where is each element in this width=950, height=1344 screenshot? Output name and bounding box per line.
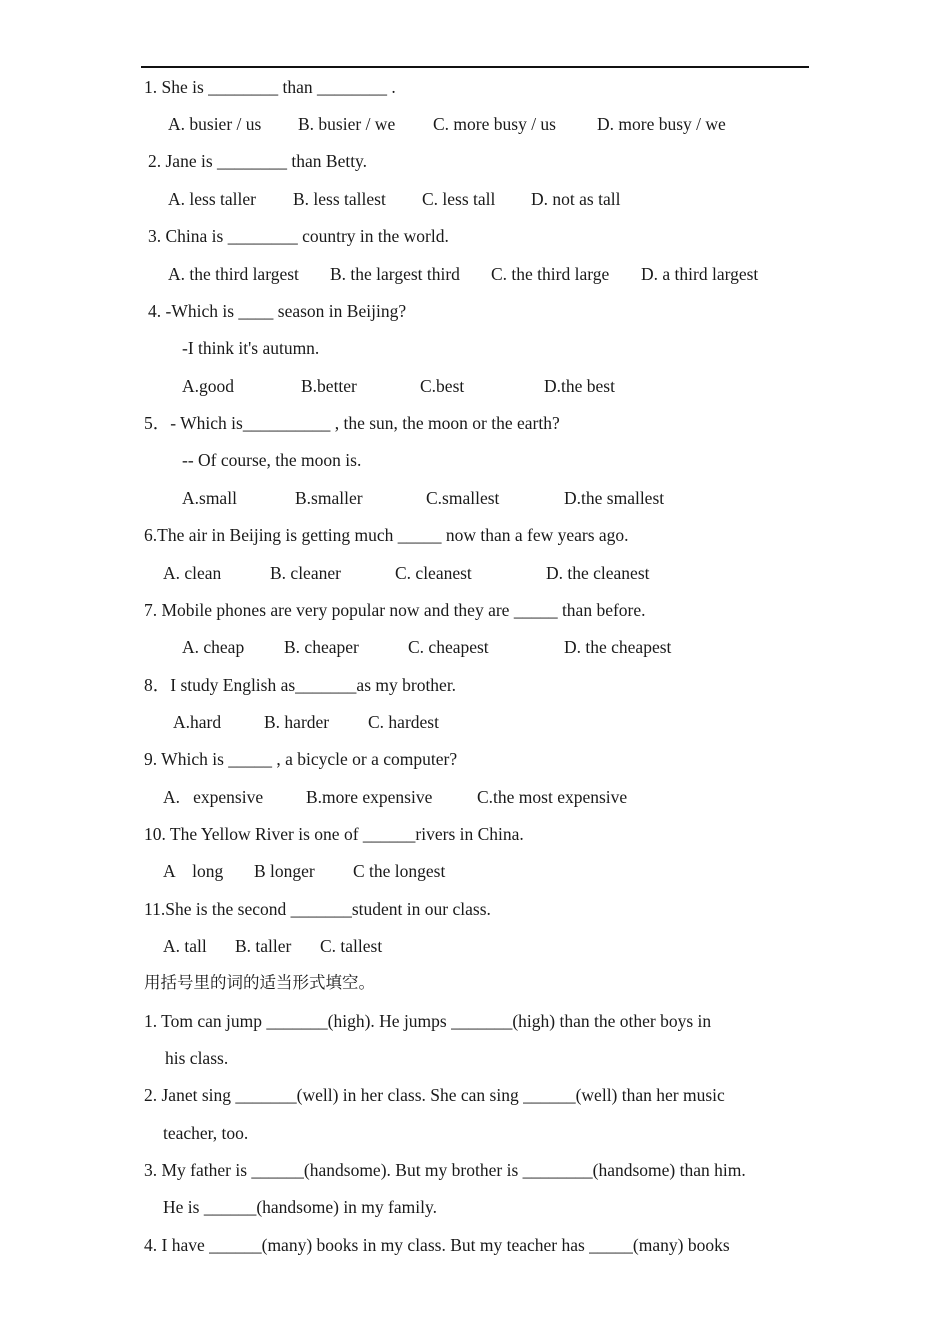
fill-item-1-line-2: his class.	[165, 1048, 229, 1068]
question-4-stem: 4. -Which is ____ season in Beijing?	[148, 301, 407, 321]
question-4-option-a: A.good	[182, 376, 235, 396]
question-2-option-c: C. less tall	[422, 189, 496, 209]
question-2-stem: 2. Jane is ________ than Betty.	[148, 151, 368, 171]
question-5-option-d: D.the smallest	[564, 488, 665, 508]
question-1-option-c: C. more busy / us	[433, 114, 556, 134]
question-8-stem: 8．I study English as_______as my brother.	[144, 675, 457, 695]
question-11-stem: 11.She is the second _______student in our class.	[144, 899, 491, 919]
question-4-option-c: C.best	[420, 376, 465, 396]
question-10-option-a: A long	[163, 861, 224, 881]
question-9-stem: 9. Which is _____ , a bicycle or a computer?	[144, 749, 458, 769]
question-5-option-b: B.smaller	[295, 488, 363, 508]
question-7-option-d: D. the cheapest	[564, 637, 672, 657]
question-7-option-c: C. cheapest	[408, 637, 489, 657]
question-1-option-b: B. busier / we	[298, 114, 396, 134]
question-7-option-a: A. cheap	[182, 637, 245, 657]
question-3-stem: 3. China is ________ country in the world.	[148, 226, 449, 246]
fill-item-2-line-1: 2. Janet sing _______(well) in her class. She can sing ______(well) than her music	[144, 1085, 725, 1105]
fill-item-4-line-1: 4. I have ______(many) books in my class. But my teacher has _____(many) books	[144, 1235, 730, 1255]
top-rule	[141, 66, 809, 68]
question-5-option-a: A.small	[182, 488, 237, 508]
question-3-option-c: C. the third large	[491, 264, 610, 284]
question-10-option-c: C the longest	[353, 861, 446, 881]
question-11-option-a: A. tall	[163, 936, 207, 956]
question-6-stem: 6.The air in Beijing is getting much _____ now than a few years ago.	[144, 525, 629, 545]
question-4-answer: -I think it's autumn.	[182, 338, 320, 358]
question-1-stem: 1. She is ________ than ________ .	[144, 77, 396, 97]
fill-item-1-line-1: 1. Tom can jump _______(high). He jumps _______(high) than the other boys in	[144, 1011, 712, 1031]
question-10-option-b: B longer	[254, 861, 315, 881]
question-11-option-c: C. tallest	[320, 936, 383, 956]
question-9-option-b: B.more expensive	[306, 787, 433, 807]
question-4-option-d: D.the best	[544, 376, 615, 396]
question-1-option-d: D. more busy / we	[597, 114, 726, 134]
question-8-option-c: C. hardest	[368, 712, 439, 732]
question-6-option-a: A. clean	[163, 563, 222, 583]
question-5-stem: 5．- Which is__________ , the sun, the moon or the earth?	[144, 413, 560, 433]
question-6-option-d: D. the cleanest	[546, 563, 650, 583]
question-9-option-c: C.the most expensive	[477, 787, 628, 807]
fill-item-3-line-1: 3. My father is ______(handsome). But my brother is ________(handsome) than him.	[144, 1160, 746, 1180]
question-5-answer: -- Of course, the moon is.	[182, 450, 362, 470]
question-3-option-d: D. a third largest	[641, 264, 759, 284]
question-2-option-b: B. less tallest	[293, 189, 386, 209]
question-8-option-a: A.hard	[173, 712, 222, 732]
question-7-stem: 7. Mobile phones are very popular now and they are _____ than before.	[144, 600, 646, 620]
question-2-option-a: A. less taller	[168, 189, 256, 209]
section-2-heading: 用括号里的词的适当形式填空。	[144, 973, 375, 992]
question-2-option-d: D. not as tall	[531, 189, 621, 209]
question-3-option-a: A. the third largest	[168, 264, 299, 284]
fill-item-3-line-2: He is ______(handsome) in my family.	[163, 1197, 437, 1217]
question-5-option-c: C.smallest	[426, 488, 500, 508]
question-11-option-b: B. taller	[235, 936, 292, 956]
question-4-option-b: B.better	[301, 376, 357, 396]
question-8-option-b: B. harder	[264, 712, 330, 732]
question-3-option-b: B. the largest third	[330, 264, 460, 284]
fill-item-2-line-2: teacher, too.	[163, 1123, 249, 1143]
question-7-option-b: B. cheaper	[284, 637, 359, 657]
question-6-option-c: C. cleanest	[395, 563, 472, 583]
question-6-option-b: B. cleaner	[270, 563, 341, 583]
question-1-option-a: A. busier / us	[168, 114, 262, 134]
question-10-stem: 10. The Yellow River is one of ______rivers in China.	[144, 824, 524, 844]
question-9-option-a: A. expensive	[163, 787, 264, 807]
